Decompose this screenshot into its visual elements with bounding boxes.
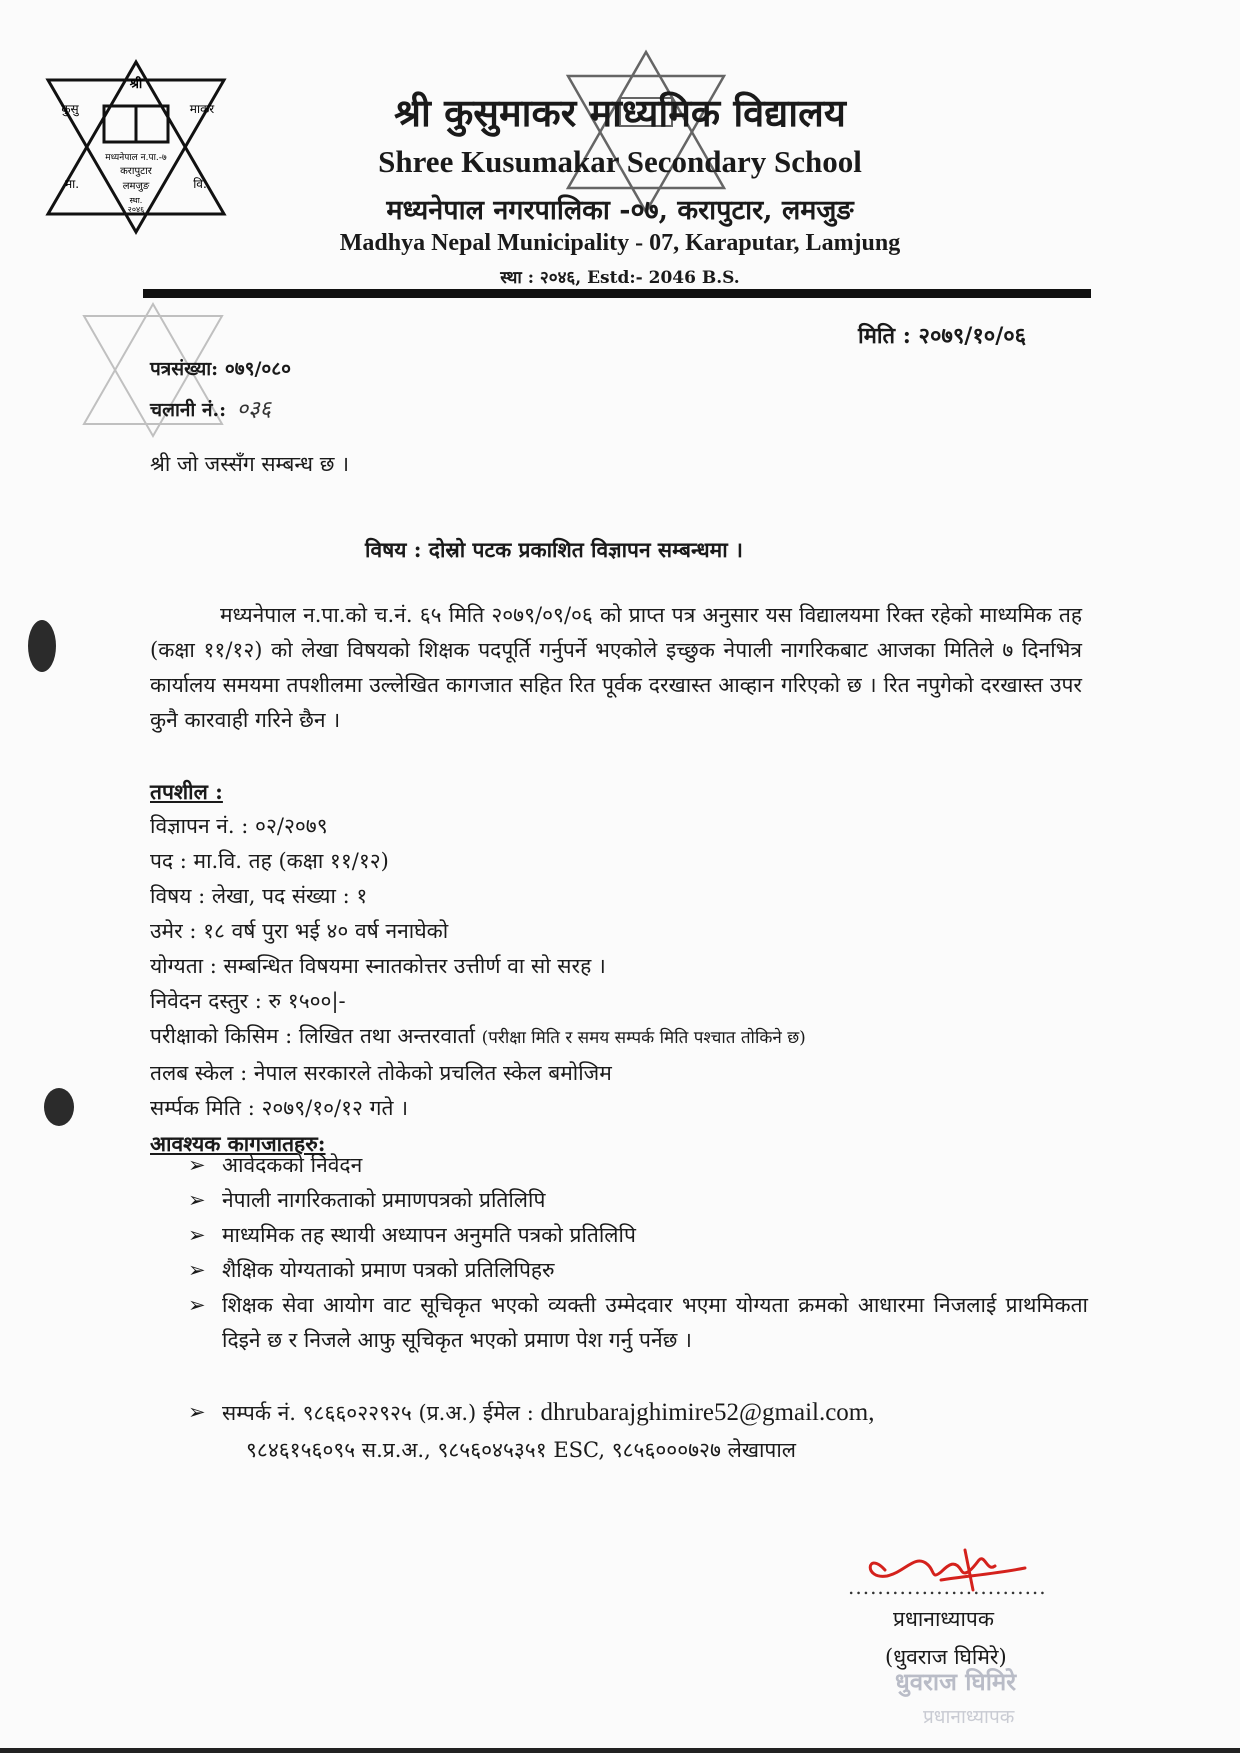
list-item-text: आवेदकको निवेदन <box>222 1153 363 1177</box>
logo-text-top: श्री <box>129 77 143 92</box>
signatory-role: प्रधानाध्यापक <box>893 1607 994 1631</box>
school-name-english: Shree Kusumakar Secondary School <box>378 144 862 179</box>
name-stamp: धुवराज घिमिरे <box>895 1667 1017 1696</box>
address-english: Madhya Nepal Municipality - 07, Karaputar, Lamjung <box>339 230 901 256</box>
details-heading: तपशील : <box>150 779 223 804</box>
logo-text-est-1: स्था. <box>129 196 143 205</box>
address-nepali: मध्यनेपाल नगरपालिका -०७, करापुटार, लमजुङ <box>386 195 854 226</box>
dispatch-number <box>150 393 271 423</box>
ad-number: विज्ञापन नं. : ०२/२०७९ <box>150 814 328 838</box>
logo-text-bottom-mid: लमजुङ <box>122 181 150 192</box>
arrow-bullet-icon: ➢ <box>188 1223 206 1247</box>
reference-number <box>150 355 291 381</box>
arrow-bullet-icon: ➢ <box>188 1293 206 1317</box>
list-item-text: शिक्षक सेवा आयोग वाट सूचिकृत भएको व्यक्ती उम्मेदवार भएमा योग्यता क्रमको आधारमा निजलाई प्राथमिकता दिइने छ र निजले आफु सूचिकृत भएको प्रमाण पेश गर्नु पर्नेछ । <box>222 1293 1088 1352</box>
letter-body-text: मध्यनेपाल न.पा.को च.नं. ६५ मिति २०७९/०९/०६ को प्राप्त पत्र अनुसार यस विद्यालयमा रिक्त रहेको माध्यमिक तह (कक्षा ११/१२) को लेखा विषयको शिक्षक पदपूर्ति गर्नुपर्ने भएकोले इच्छुक नेपाली नागरिकबाट आजका मितिले ७ दिनभित्र कार्यालय समयमा तपशीलमा उल्लेखित कागजात सहित रित पूर्वक दरखास्त आव्हान गरिएको छ । रित नपुगेको दरखास्त उपर कुनै कारवाही गरिने छैन । <box>150 603 1082 732</box>
logo-text-middle-2: करापुटार <box>120 166 152 177</box>
arrow-bullet-icon: ➢ <box>188 1400 206 1424</box>
qualification: योग्यता : सम्बन्धित विषयमा स्नातकोत्तर उत्तीर्ण वा सो सरह । <box>150 954 606 978</box>
logo-text-bottom-right: वि. <box>193 177 207 191</box>
details-section <box>150 774 806 1161</box>
logo-text-est-2: २०४६ <box>127 205 145 214</box>
contact-line-1 <box>188 1394 1088 1432</box>
arrow-bullet-icon: ➢ <box>188 1153 206 1177</box>
signature-line: ........................... <box>848 1575 1047 1599</box>
recipient: श्री जो जस्सँग सम्बन्ध छ । <box>150 452 350 476</box>
list-item <box>188 1148 1088 1183</box>
list-item <box>188 1253 1088 1288</box>
arrow-bullet-icon: ➢ <box>188 1188 206 1212</box>
subject-count: विषय : लेखा, पद संख्या : १ <box>150 884 368 908</box>
list-item-text: शैक्षिक योग्यताको प्रमाण पत्रको प्रतिलिपिहरु <box>222 1258 555 1282</box>
logo-text-bottom-left: मा. <box>64 177 80 191</box>
role-stamp: प्रधानाध्यापक <box>923 1706 1015 1728</box>
age-requirement: उमेर : १८ वर्ष पुरा भई ४० वर्ष ननाघेको <box>150 919 449 943</box>
contact-phone-np: सम्पर्क नं. ९८६६०२२९२५ (प्र.अ.) ईमेल : <box>222 1401 541 1425</box>
header-divider <box>143 289 1091 298</box>
dispatch-label: चलानी नं.: <box>150 399 227 421</box>
list-item <box>188 1218 1088 1253</box>
contact-email[interactable]: dhrubarajghimire52@gmail.com, <box>540 1399 875 1426</box>
exam-note: (परीक्षा मिति र समय सम्पर्क मिति पश्चात तोकिने छ) <box>481 1028 806 1048</box>
logo-text-right: माकर <box>189 102 215 116</box>
application-fee: निवेदन दस्तुर : रु १५००|- <box>150 989 346 1013</box>
documents-list <box>188 1148 1088 1358</box>
post: पद : मा.वि. तह (कक्षा ११/१२) <box>150 849 389 873</box>
contact-date: सर्म्पक मिति : २०७९/१०/१२ गते । <box>150 1096 409 1120</box>
contact-line-2: ९८४६१५६०९५ स.प्र.अ., ९८५६०४५३५१ ESC, ९८५६०००७२७ लेखापाल <box>246 1438 797 1462</box>
contact-block <box>188 1394 1088 1469</box>
letter-date: मिति : २०७९/१०/०६ <box>858 323 1027 349</box>
scan-edge <box>0 1748 1240 1753</box>
reference-value: ०७९/०८० <box>224 358 292 380</box>
logo-text-middle-1: मध्यनेपाल न.पा.-७ <box>105 153 167 163</box>
punch-hole <box>28 620 56 672</box>
list-item <box>188 1183 1088 1218</box>
school-logo <box>42 58 230 236</box>
punch-hole <box>44 1088 74 1126</box>
arrow-bullet-icon: ➢ <box>188 1258 206 1282</box>
exam-type <box>150 1019 806 1056</box>
documents-heading: आवश्यक कागजातहरु: <box>150 1131 326 1156</box>
exam-type-text: परीक्षाको किसिम : लिखित तथा अन्तरवार्ता <box>150 1024 475 1048</box>
reference-label: पत्रसंख्या: <box>150 358 219 380</box>
list-item <box>188 1288 1088 1358</box>
established-line: स्था : २०४६, Estd:- 2046 B.S. <box>500 268 740 288</box>
list-item-text: माध्यमिक तह स्थायी अध्यापन अनुमति पत्रको प्रतिलिपि <box>222 1223 636 1247</box>
signatory-name: (धुवराज घिमिरे) <box>885 1645 1007 1669</box>
school-name-nepali: श्री कुसुमाकर माध्यमिक विद्यालय <box>394 90 846 135</box>
letter-body <box>150 598 1082 738</box>
dispatch-value: ०३६ <box>236 397 272 422</box>
subject-line: विषय : दोस्रो पटक प्रकाशित विज्ञापन सम्बन्धमा । <box>365 537 743 562</box>
list-item-text: नेपाली नागरिकताको प्रमाणपत्रको प्रतिलिपि <box>222 1188 546 1212</box>
logo-text-left: कुसु <box>61 102 79 116</box>
salary-scale: तलब स्केल : नेपाल सरकारले तोकेको प्रचलित स्केल बमोजिम <box>150 1061 612 1085</box>
